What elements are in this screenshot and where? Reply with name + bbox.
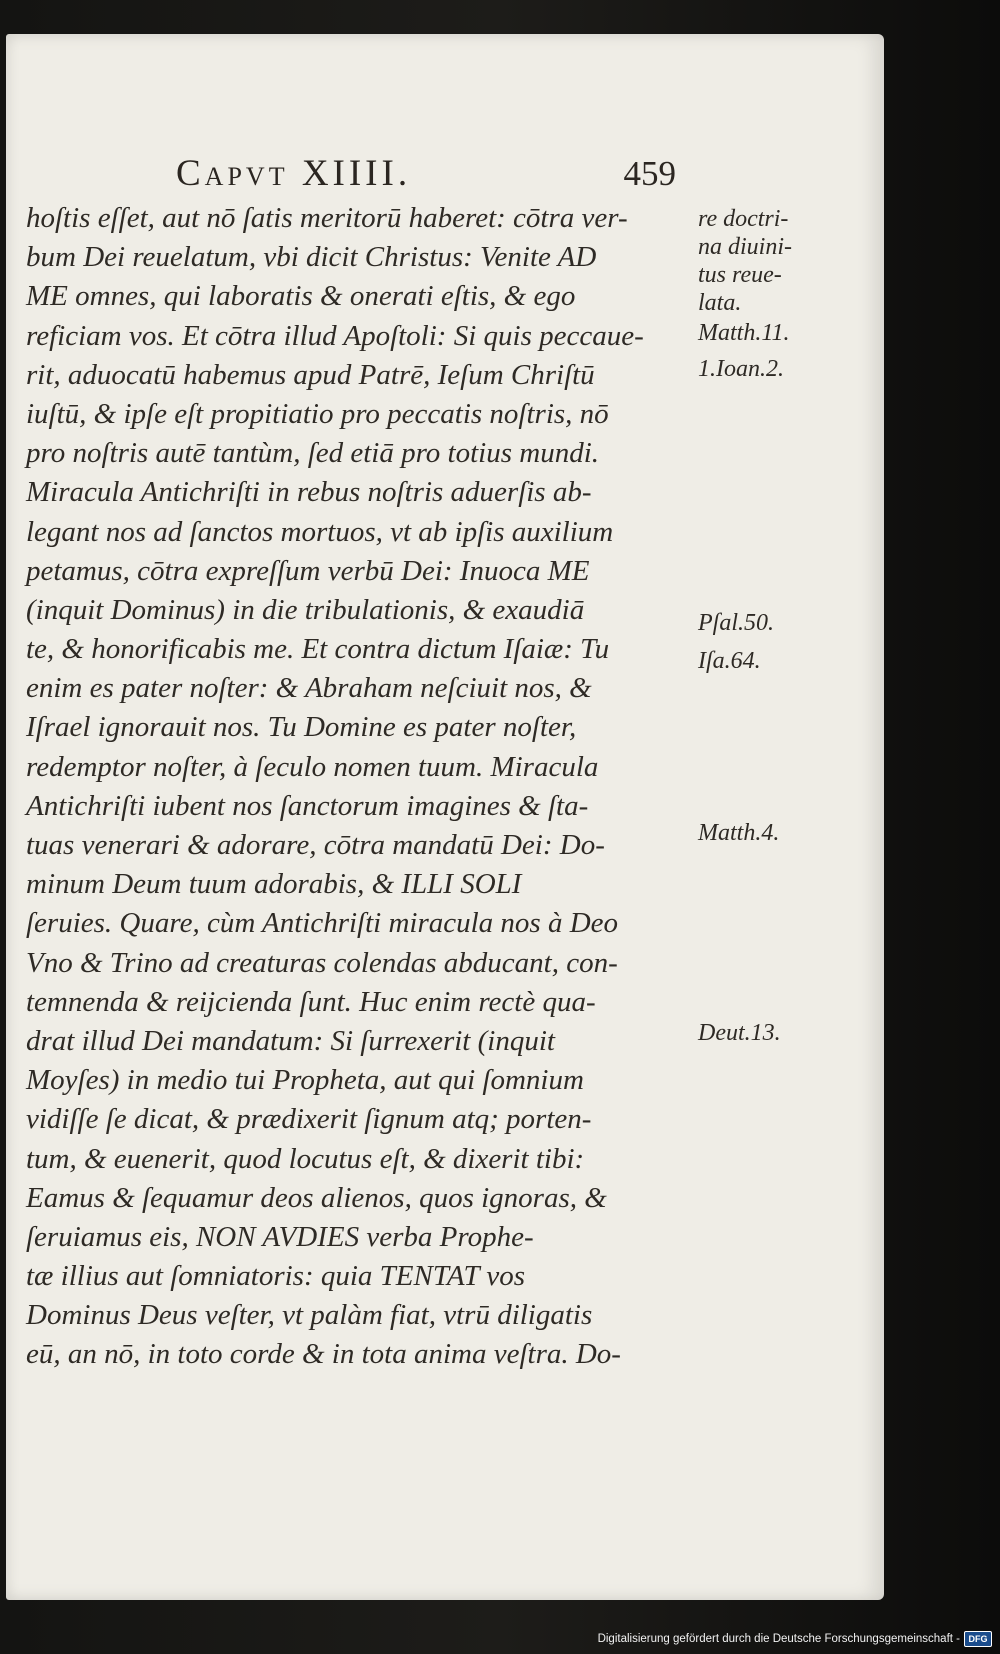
text-line: tuas venerari & adorare, cōtra mandatū Dei: Do- (26, 829, 605, 861)
text-line: Vno & Trino ad creaturas colendas abducant, con- (26, 946, 618, 979)
text-line: pro noſtris autē tantùm, ſed etiā pro totius mundi. (26, 437, 600, 470)
margin-note: Matth.11. (698, 320, 790, 346)
margin-note: na diuini- (698, 234, 792, 260)
running-title: Capvt XIIII. (176, 153, 412, 194)
text-line: eū, an nō, in toto corde & in tota anima veſtra. Do- (26, 1338, 621, 1371)
text-line: rit, aduocatū habemus apud Patrē, Ieſum Chriſtū (26, 358, 595, 391)
text-line: legant nos ad ſanctos mortuos, vt ab ipſis auxilium (26, 515, 614, 548)
margin-note: re doctri- (698, 206, 789, 232)
text-line: drat illud Dei mandatum: Si ſurrexerit (inquit (26, 1024, 555, 1057)
text-line: Moyſes) in medio tui Propheta, aut qui ſomnium (26, 1064, 584, 1097)
page-number: 459 (623, 154, 676, 193)
text-line: Antichriſti iubent nos ſanctorum imagines & ſta- (26, 789, 589, 822)
body-text (26, 199, 792, 1375)
margin-note: Deut.13. (698, 1020, 781, 1046)
text-line: ſeruiamus eis, NON AVDIES verba Prophe- (26, 1220, 534, 1253)
text-line: minum Deum tuum adorabis, & ILLI SOLI (26, 868, 522, 901)
text-line: ME omnes, qui laboratis & onerati eſtis, & ego (26, 280, 576, 313)
text-line: tæ illius aut ſomniatoris: quia TENTAT vos (26, 1260, 525, 1293)
text-line: enim es pater noſter: & Abraham neſciuit nos, & (26, 672, 592, 705)
text-line: Eamus & ſequamur deos alienos, quos ignoras, & (26, 1181, 607, 1214)
text-line: vidiſſe ſe dicat, & prædixerit ſignum atq; porten- (26, 1103, 592, 1136)
text-line: ſeruies. Quare, cùm Antichriſti miracula nos à Deo (26, 907, 619, 940)
page-header (176, 152, 676, 196)
book-page (6, 34, 884, 1600)
margin-note: Pſal.50. (698, 610, 774, 636)
credit-text: Digitalisierung gefördert durch die Deutsche Forschungsgemeinschaft - (597, 1633, 960, 1645)
text-line: (inquit Dominus) in die tribulationis, & exaudiā (26, 593, 585, 626)
margin-note: 1.Ioan.2. (698, 356, 784, 382)
text-line: hoſtis eſſet, aut nō ſatis meritorū haberet: cōtra ver- (26, 202, 628, 234)
digitization-credit (598, 1629, 992, 1649)
text-line: reficiam vos. Et cōtra illud Apoſtoli: Si quis peccaue- (26, 319, 644, 352)
margin-notes (698, 199, 838, 1599)
dfg-logo: DFG (964, 1631, 992, 1647)
text-line: petamus, cōtra expreſſum verbū Dei: Inuoca ME (26, 554, 590, 587)
text-line: Miracula Antichriſti in rebus noſtris aduerſis ab- (26, 476, 592, 509)
text-line: temnenda & reijcienda ſunt. Huc enim rectè qua- (26, 985, 596, 1018)
text-line: Dominus Deus veſter, vt palàm fiat, vtrū diligatis (26, 1299, 593, 1332)
text-line: tum, & euenerit, quod locutus eſt, & dixerit tibi: (26, 1142, 585, 1175)
text-line: redemptor noſter, à ſeculo nomen tuum. Miracula (26, 750, 599, 783)
text-line: iuſtū, & ipſe eſt propitiatio pro peccatis noſtris, nō (26, 397, 609, 430)
margin-note: Iſa.64. (698, 648, 761, 674)
text-line: bum Dei reuelatum, vbi dicit Christus: Venite AD (26, 241, 597, 274)
margin-note: Matth.4. (698, 820, 780, 846)
margin-note: tus reue- (698, 262, 782, 288)
margin-note: lata. (698, 290, 742, 316)
text-line: te, & honorificabis me. Et contra dictum Iſaiæ: Tu (26, 633, 610, 666)
text-line: Iſrael ignorauit nos. Tu Domine es pater noſter, (26, 711, 577, 744)
